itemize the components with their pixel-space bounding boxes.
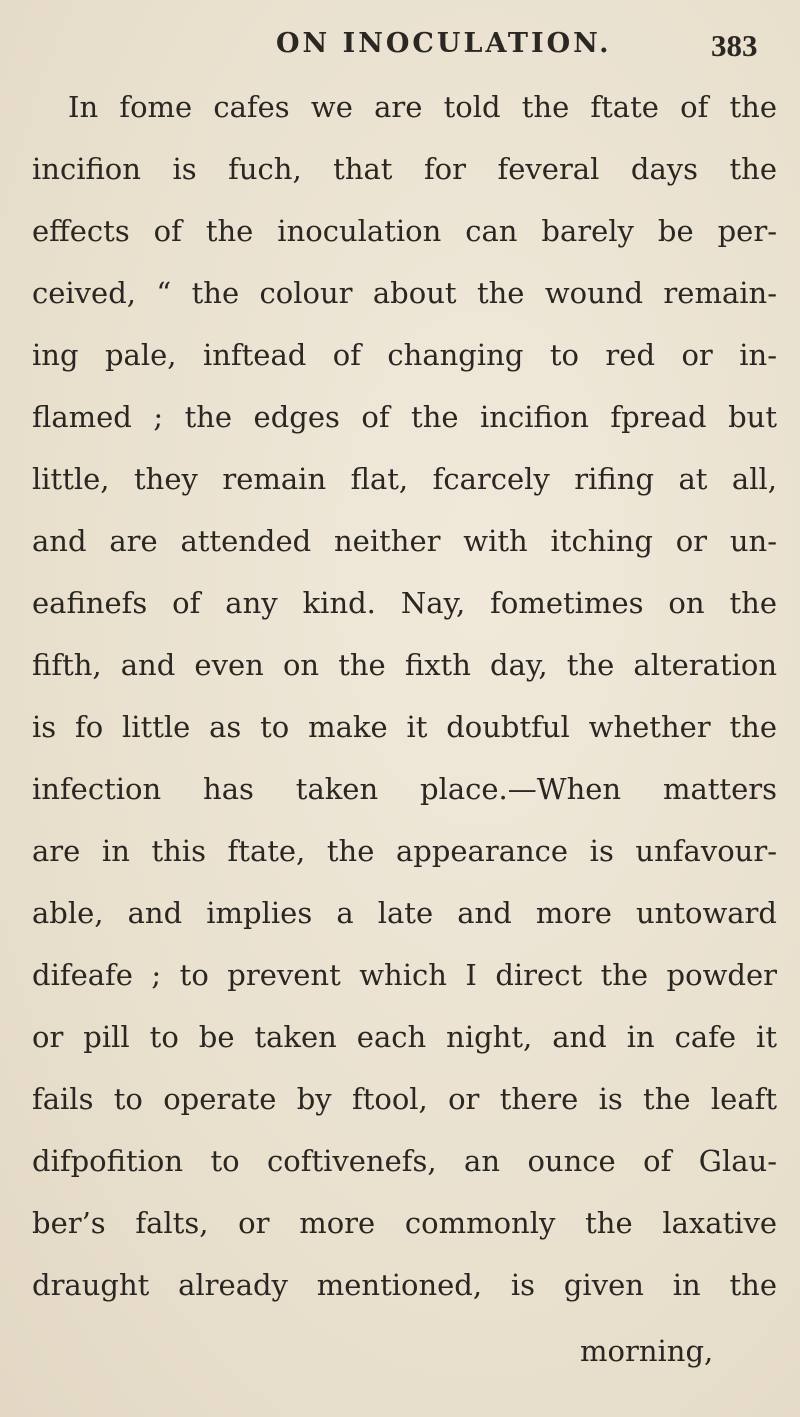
text-line: or pill to be taken each night, and in cafe it [32, 1020, 777, 1054]
text-line: difeafe ; to prevent which I direct the powder [32, 958, 777, 992]
text-line: difpofition to coftivenefs, an ounce of Glau- [32, 1144, 777, 1178]
text-line: ceived, “ the colour about the wound remain- [32, 276, 777, 310]
text-line: infection has taken place.—When matters [32, 772, 777, 806]
text-line: little, they remain flat, fcarcely rifing at all, [32, 462, 777, 496]
text-line: ber’s falts, or more commonly the laxative [32, 1206, 777, 1240]
text-line: fails to operate by ftool, or there is the leaft [32, 1082, 777, 1116]
text-line: is fo little as to make it doubtful whether the [32, 710, 777, 744]
catchword: morning, [580, 1334, 714, 1368]
running-head [0, 28, 800, 68]
text-line: draught already mentioned, is given in the [32, 1268, 777, 1302]
text-line: flamed ; the edges of the incifion fpread but [32, 400, 777, 434]
page-number: 383 [711, 28, 758, 63]
text-line: In fome cafes we are told the ftate of the [68, 90, 777, 124]
running-head-title: ON INOCULATION. [276, 28, 612, 59]
text-line: are in this ftate, the appearance is unfavour- [32, 834, 777, 868]
text-line: fifth, and even on the fixth day, the alteration [32, 648, 777, 682]
text-line: effects of the inoculation can barely be per- [32, 214, 777, 248]
text-line: ing pale, inftead of changing to red or in- [32, 338, 777, 372]
text-line: and are attended neither with itching or un- [32, 524, 777, 558]
body-text [32, 76, 777, 1316]
text-line: able, and implies a late and more untoward [32, 896, 777, 930]
text-line: incifion is fuch, that for feveral days the [32, 152, 777, 186]
text-line: eafinefs of any kind. Nay, fometimes on the [32, 586, 777, 620]
